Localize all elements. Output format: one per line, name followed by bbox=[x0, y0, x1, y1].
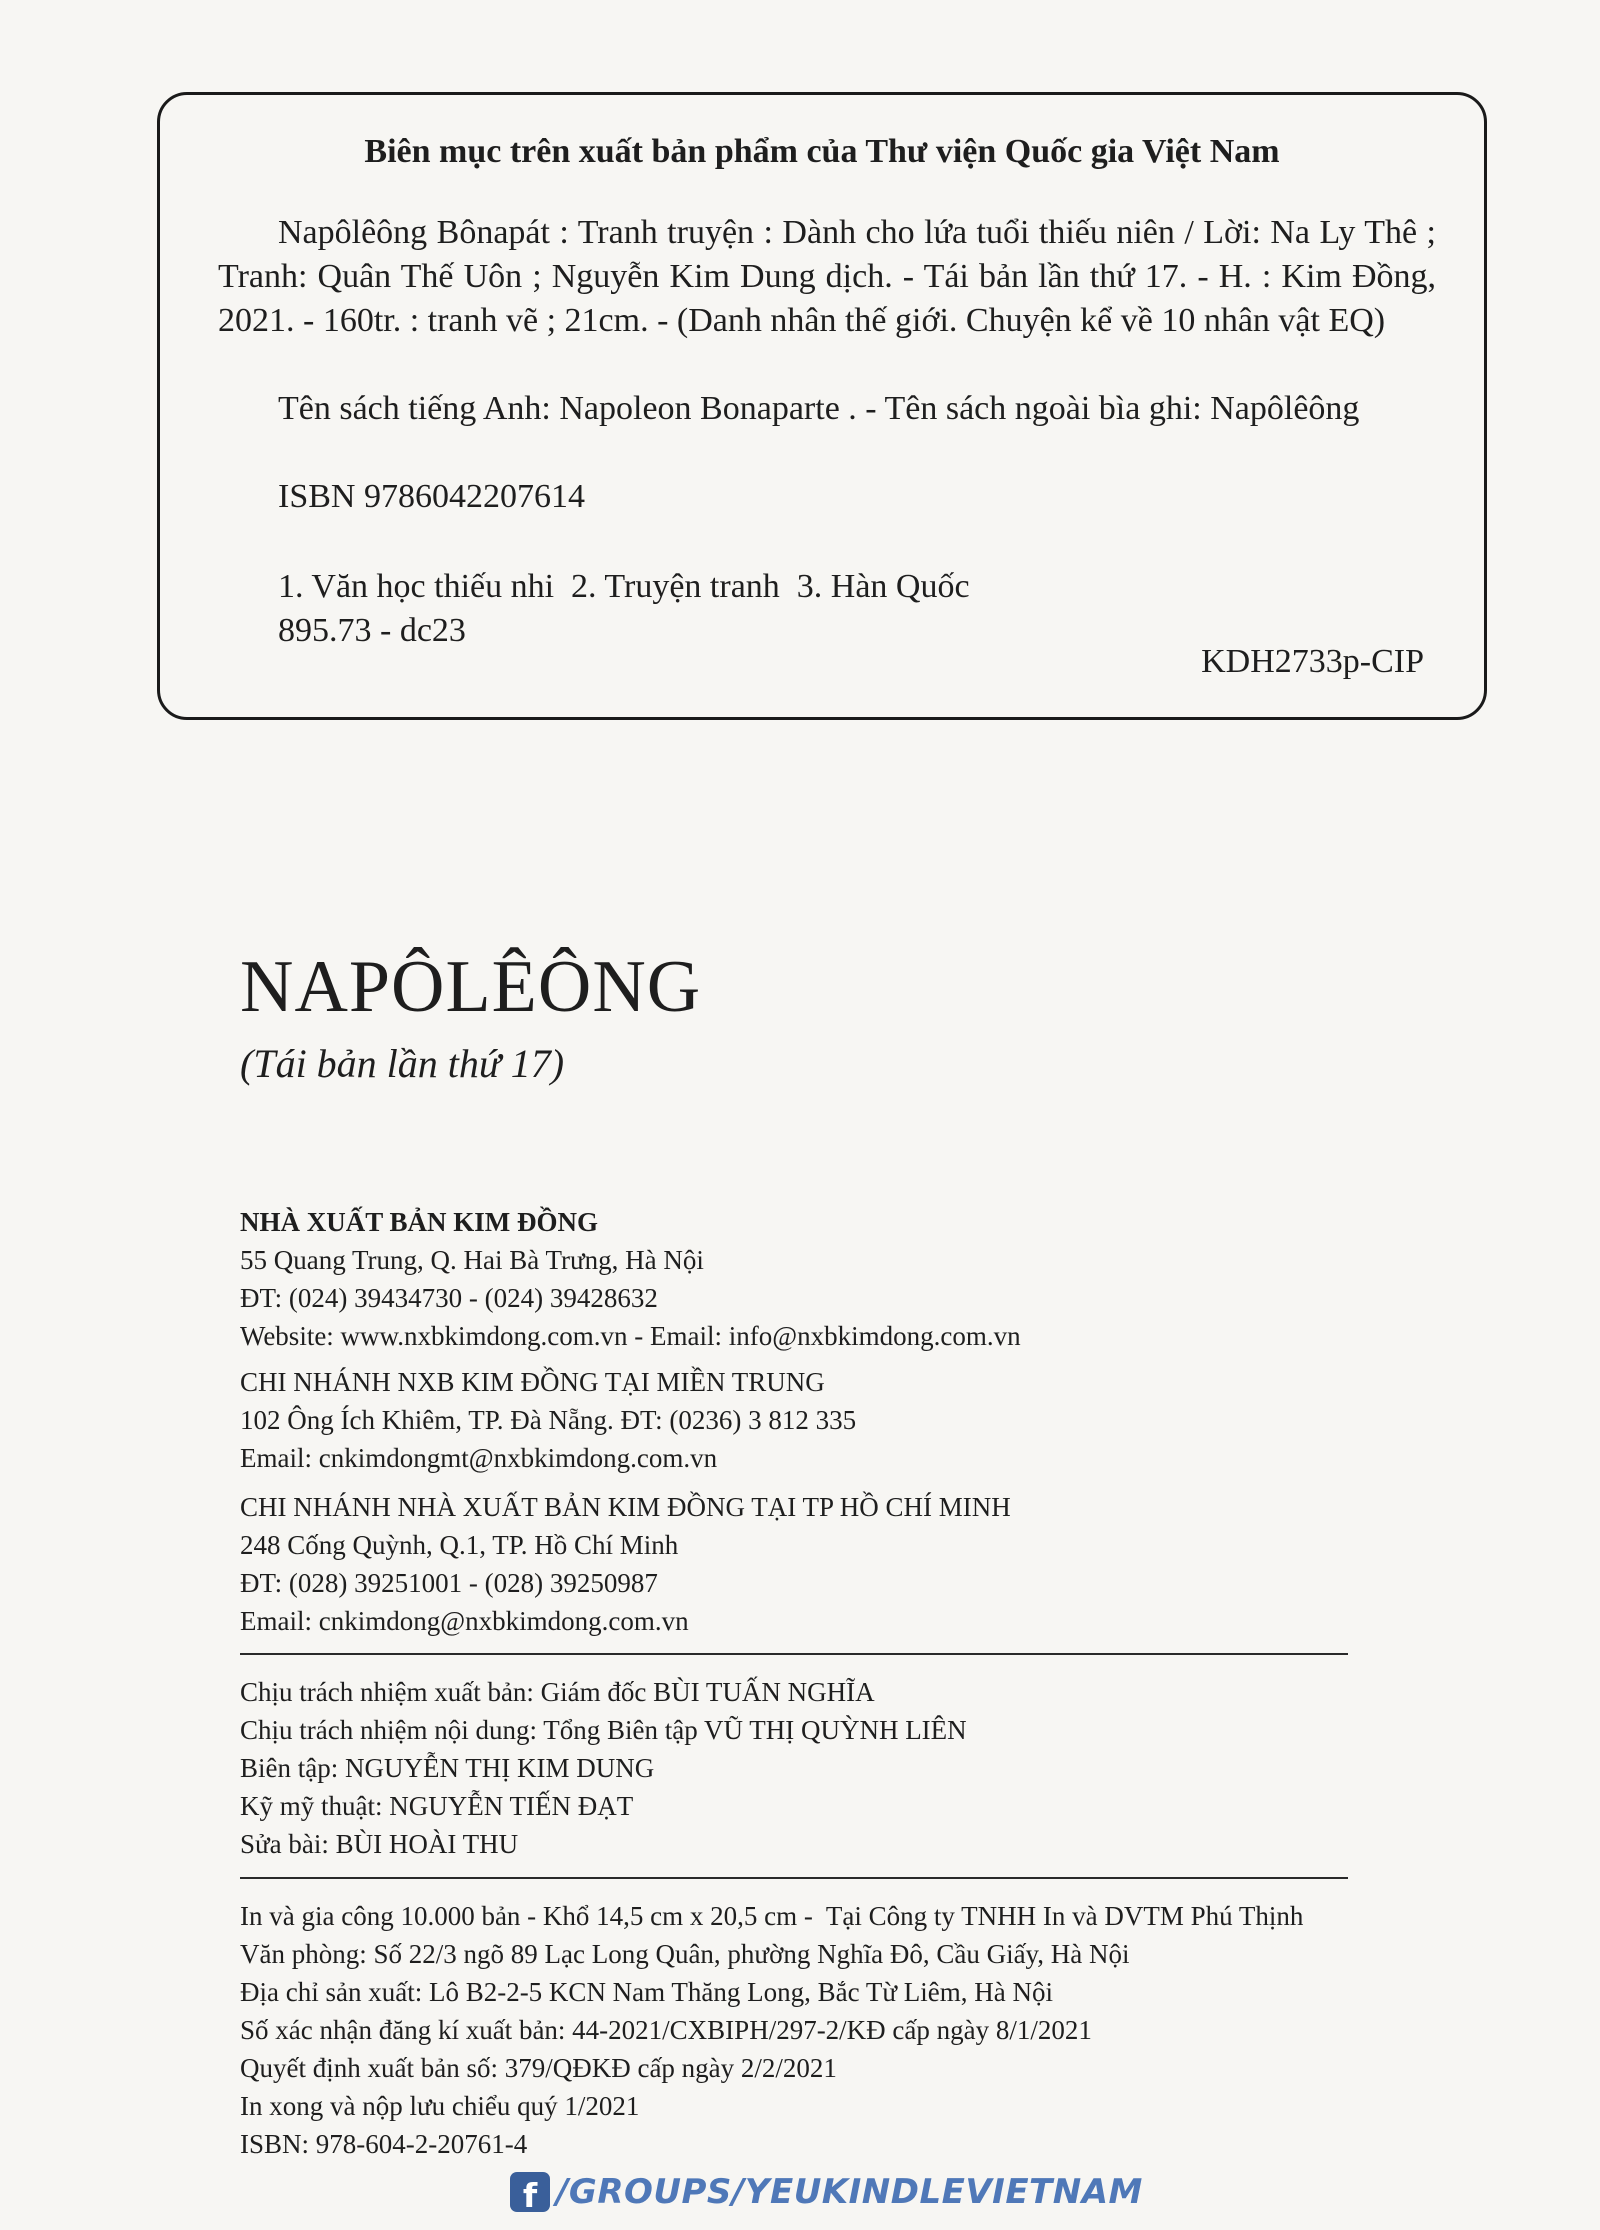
cip-classification: 895.73 - dc23 bbox=[278, 612, 466, 649]
group-watermark bbox=[510, 2172, 1143, 2212]
cip-line-4: nhân thế giới. Chuyện kể về 10 nhân vật EQ) bbox=[770, 302, 1386, 339]
printing-line: Số xác nhận đăng kí xuất bản: 44-2021/CXBIPH/297-2/KĐ cấp ngày 8/1/2021 bbox=[240, 2015, 1092, 2045]
credit-line: Chịu trách nhiệm xuất bản: Giám đốc BÙI TUẤN NGHĨA bbox=[240, 1677, 875, 1707]
publisher-name: NHÀ XUẤT BẢN KIM ĐỒNG bbox=[240, 1207, 599, 1237]
cip-line-5: Tên sách tiếng Anh: Napoleon Bonaparte . - Tên sách ngoài bìa ghi: bbox=[278, 390, 1202, 427]
printing-info bbox=[240, 1897, 1350, 2163]
publisher-info bbox=[240, 1203, 1350, 1355]
branch-hcm bbox=[240, 1488, 1350, 1640]
cip-note bbox=[218, 387, 1436, 431]
cip-isbn: ISBN 9786042207614 bbox=[278, 478, 585, 515]
branch2-phone: ĐT: (028) 39251001 - (028) 39250987 bbox=[240, 1568, 658, 1598]
cip-heading: Biên mục trên xuất bản phẩm của Thư viện Quốc gia Việt Nam bbox=[364, 133, 1280, 170]
branch1-email: Email: cnkimdongmt@nxbkimdong.com.vn bbox=[240, 1443, 718, 1473]
credits bbox=[240, 1673, 1350, 1863]
credit-line: Kỹ mỹ thuật: NGUYỄN TIẾN ĐẠT bbox=[240, 1791, 634, 1821]
cip-subjects: 1. Văn học thiếu nhi 2. Truyện tranh 3. Hàn Quốc bbox=[278, 568, 970, 605]
book-title: NAPÔLÊÔNG bbox=[240, 946, 702, 1028]
cip-line-2: Lời: Na Ly Thê ; Tranh: Quân Thế Uôn ; Nguyễn Kim Dung dịch. - Tái bbox=[218, 214, 1437, 295]
cip-line-1: Napôlêông Bônapát : Tranh truyện : Dành cho lứa tuổi thiếu niên / bbox=[278, 214, 1194, 251]
credit-line: Chịu trách nhiệm nội dung: Tổng Biên tập VŨ THỊ QUỲNH LIÊN bbox=[240, 1715, 967, 1745]
printing-line: Văn phòng: Số 22/3 ngõ 89 Lạc Long Quân, phường Nghĩa Đô, Cầu Giấy, Hà Nội bbox=[240, 1939, 1130, 1969]
cip-code: KDH2733p-CIP bbox=[1201, 643, 1424, 680]
branch1-name: CHI NHÁNH NXB KIM ĐỒNG TẠI MIỀN TRUNG bbox=[240, 1367, 825, 1397]
publisher-web-email: Website: www.nxbkimdong.com.vn - Email: info@nxbkimdong.com.vn bbox=[240, 1321, 1021, 1351]
printing-isbn: ISBN: 978-604-2-20761-4 bbox=[240, 2129, 528, 2159]
divider bbox=[240, 1877, 1348, 1879]
printing-line: In xong và nộp lưu chiểu quý 1/2021 bbox=[240, 2091, 640, 2121]
printing-line: Địa chỉ sản xuất: Lô B2-2-5 KCN Nam Thăng Long, Bắc Từ Liêm, Hà Nội bbox=[240, 1977, 1053, 2007]
publisher-phone: ĐT: (024) 39434730 - (024) 39428632 bbox=[240, 1283, 658, 1313]
credit-line: Sửa bài: BÙI HOÀI THU bbox=[240, 1829, 519, 1859]
credit-line: Biên tập: NGUYỄN THỊ KIM DUNG bbox=[240, 1753, 655, 1783]
printing-line: In và gia công 10.000 bản - Khổ 14,5 cm x 20,5 cm - Tại Công ty TNHH In và DVTM Phú Thịnh bbox=[240, 1901, 1304, 1931]
cip-line-6: Napôlêông bbox=[1210, 390, 1360, 427]
publisher-address: 55 Quang Trung, Q. Hai Bà Trưng, Hà Nội bbox=[240, 1245, 704, 1275]
cip-line-3: bản lần thứ 17. - H. : Kim Đồng, 2021. - 160tr. : tranh vẽ ; 21cm. - (Danh bbox=[218, 258, 1436, 339]
branch2-email: Email: cnkimdong@nxbkimdong.com.vn bbox=[240, 1606, 689, 1636]
cip-record-box bbox=[157, 92, 1487, 720]
divider bbox=[240, 1653, 1348, 1655]
branch2-address: 248 Cống Quỳnh, Q.1, TP. Hồ Chí Minh bbox=[240, 1530, 679, 1560]
branch2-name: CHI NHÁNH NHÀ XUẤT BẢN KIM ĐỒNG TẠI TP HỒ CHÍ MINH bbox=[240, 1492, 1011, 1522]
cip-description bbox=[218, 211, 1436, 343]
book-edition: (Tái bản lần thứ 17) bbox=[240, 1041, 565, 1086]
printing-line: Quyết định xuất bản số: 379/QĐKĐ cấp ngày 2/2/2021 bbox=[240, 2053, 837, 2083]
branch-central bbox=[240, 1363, 1350, 1477]
group-url: /GROUPS/YEUKINDLEVIETNAM bbox=[556, 2172, 1143, 2212]
facebook-icon: f bbox=[510, 2172, 550, 2212]
branch1-address: 102 Ông Ích Khiêm, TP. Đà Nẵng. ĐT: (0236) 3 812 335 bbox=[240, 1405, 857, 1435]
